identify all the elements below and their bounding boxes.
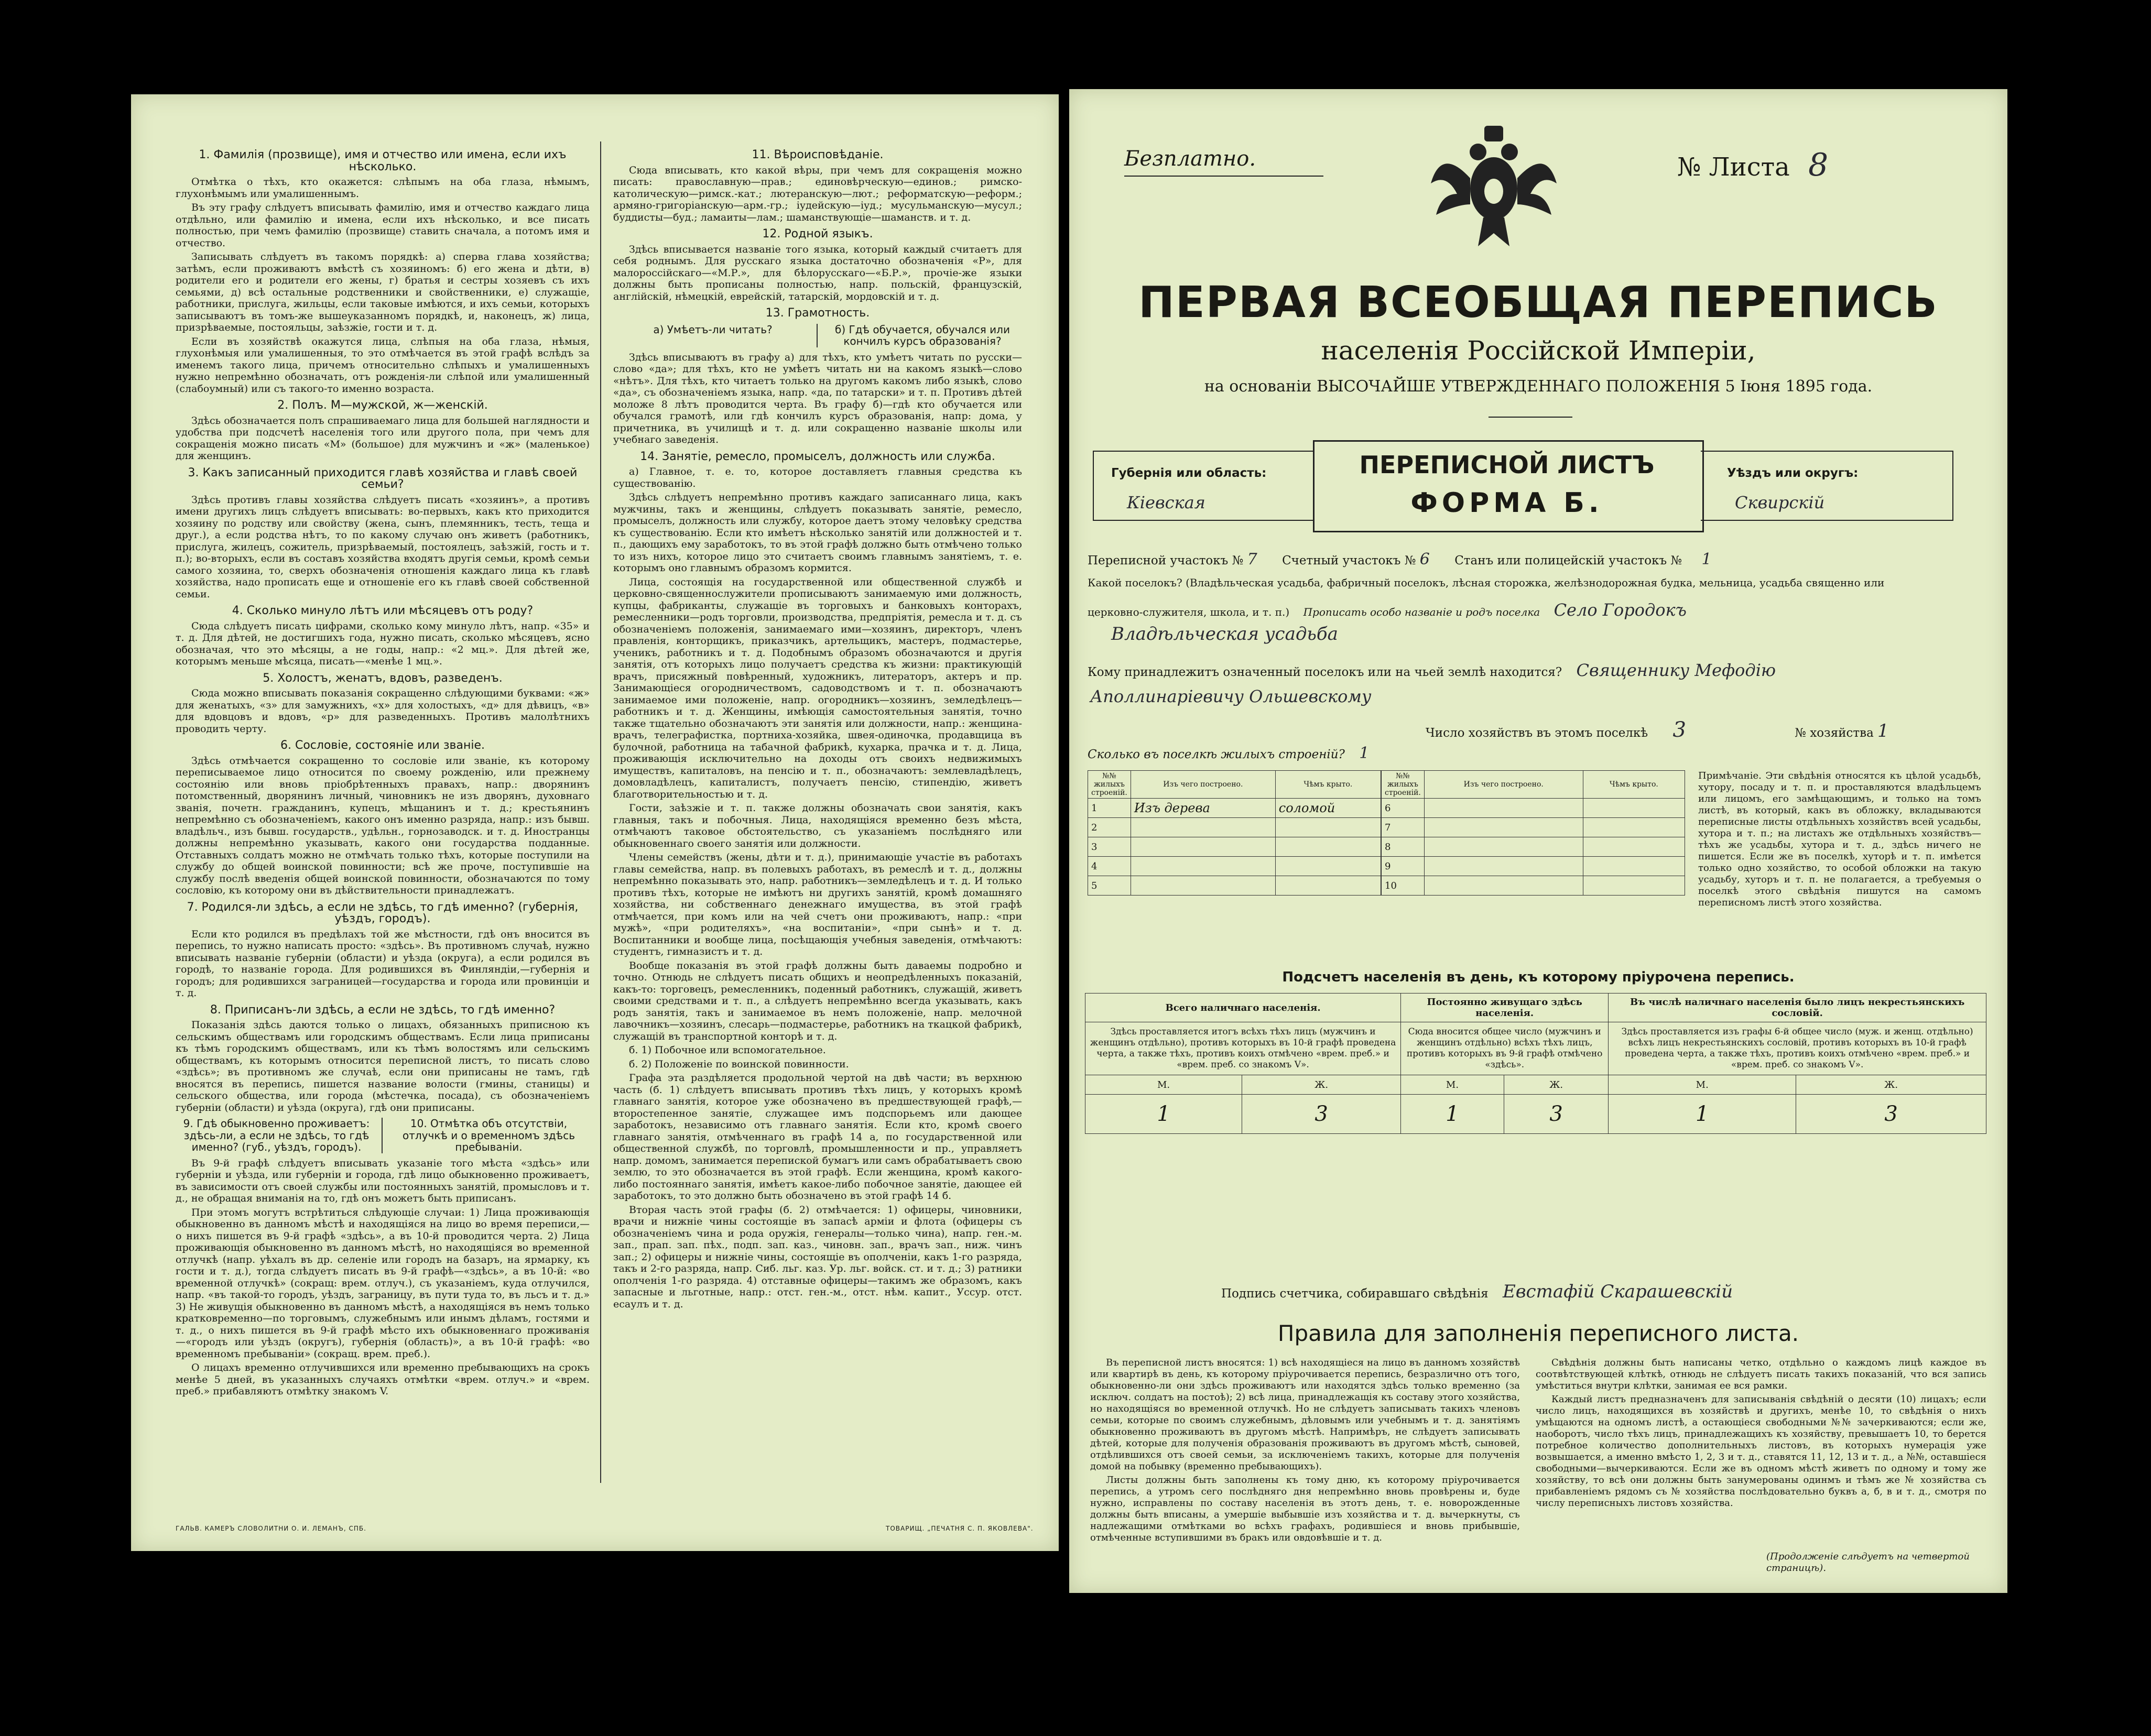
instruction-paragraph: Записывать слѣдуетъ въ такомъ порядкѣ: а) сперва глава хозяйства; затѣмъ, если проживаютъ вмѣстѣ съ хозяиномъ: б) его жена и дѣти, в) родители его и родители его жены, г) братья и сестры хозяевъ съ ихъ семьями, д) всѣ остальные родственники и свойственники, е) служащіе, работники, прислуга, жильцы, если таковые имѣются, и ихъ семьи, которыхъ записываютъ въ томъ-же вышеуказанномъ порядкѣ, и, наконецъ, ж) лица, призрѣваемые, постояльцы, заѣзжіе, гости и т. д. bbox=[176, 251, 590, 333]
instruction-heading: 4. Сколько минуло лѣтъ или мѣсяцевъ отъ роду? bbox=[232, 604, 534, 617]
signature-line: Подпись счетчика, собиравшаго свѣдѣнія Евстафій Скарашевскій bbox=[1221, 1281, 1733, 1302]
building-number: 6 bbox=[1382, 799, 1425, 818]
instruction-heading: 13. Грамотность. bbox=[765, 307, 870, 320]
building-material bbox=[1131, 818, 1275, 837]
instruction-paragraph: Здѣсь вписывается названіе того языка, который каждый считаетъ для себя роднымъ. Для русскаго языка достаточно обозначенія «Р», для малороссійскаго—«М.Р.», для бѣлорусскаго—«Б.Р.», прочіе-же языки должны быть прописаны полностью, напр. польскій, французскій, англійскій, нѣмецкій, еврейскій, татарскій, мордовскій и т. д. bbox=[613, 243, 1022, 302]
count-header-row bbox=[1085, 993, 1986, 1022]
instruction-paragraph: Гости, заѣзжіе и т. п. также должны обозначать свои занятія, какъ главныя, такъ и побочныя. Лица, находящіяся временно безъ мѣста, отмѣчаютъ таковое обстоятельство, съ указаніемъ послѣдняго или обыкновеннаго своего занятія или должности. bbox=[613, 802, 1022, 849]
male-count: 1 bbox=[1085, 1095, 1242, 1134]
owner-line: Кому принадлежитъ означенный поселокъ или на чьей землѣ находится? Священнику Мефодію bbox=[1088, 660, 1776, 680]
settlement-type-line: Какой поселокъ? (Владѣльческая усадьба, фабричный поселокъ, лѣсная сторожка, желѣзнодорожная будка, мельница, усадьба священно или bbox=[1088, 576, 1885, 589]
instruction-paragraph: Если въ хозяйствѣ окажутся лица, слѣпыя на оба глаза, нѣмыя, глухонѣмыя или умалишенныя, то это отмѣчается въ этой графѣ вслѣдъ за именемъ такого лица, причемъ относительно слѣпыхъ и умалишенныхъ нужно непремѣнно обозначать, отъ рожденія-ли слѣпой или умалишенный (слабоумный) или съ такого-то именно возраста. bbox=[176, 335, 590, 395]
count-header-cell: Постоянно живущаго здѣсь населенія. bbox=[1401, 993, 1609, 1022]
buildings-row bbox=[1382, 857, 1685, 876]
instruction-paragraph: Члены семействъ (жены, дѣти и т. д.), принимающіе участіе въ работахъ главы семейства, напр. въ полевыхъ работахъ, въ ремеслѣ и т. д., должны непремѣнно показывать это, напр. работникъ—земледѣлецъ и т. д. И только противъ тѣхъ, которые не имѣютъ ни другихъ занятій, кромѣ домашняго хозяйства, ни собственнаго денежнаго имущества, въ этой графѣ отмѣчается, при комъ или на чей счетъ они проживаютъ, напр.: «при мужѣ», «при родителяхъ», «на воспитаніи», «при сынѣ» и т. д. Воспитанники и вообще лица, посѣщающія учебныя заведенія, отмѣчаютъ: студентъ, гимназистъ и т. д. bbox=[613, 851, 1022, 957]
instruction-heading: 5. Холостъ, женатъ, вдовъ, разведенъ. bbox=[263, 671, 503, 685]
instruction-split-heading-a: а) Умѣетъ-ли читать? bbox=[613, 324, 818, 347]
instruction-paragraph: О лицахъ временно отлучившихся или временно пребывающихъ на срокъ менѣе 5 дней, въ указанныхъ случаяхъ отмѣтки «врем. отлуч.» и «врем. преб.» прибавляютъ отмѣтку знакомъ V. bbox=[176, 1362, 590, 1397]
form-title-2: ФОРМА Б. bbox=[1410, 487, 1603, 519]
instruction-paragraph: Если кто родился въ предѣлахъ той же мѣстности, гдѣ онъ вносится въ перепись, то нужно написать просто: «здѣсь». Въ противномъ случаѣ, нужно вписывать названіе губерніи (области) и уѣзда (округа), а если родился въ городѣ, то названіе города. Для родившихся въ Финляндіи,—губернія и городъ; для родившихся заграницей—государства и города или провинціи и т. д. bbox=[176, 928, 590, 999]
rule-paragraph: Листы должны быть заполнены къ тому дню, къ которому пріурочивается перепись, а утромъ сего послѣдняго дня непремѣнно вновь провѣрены и, буде нужно, исправлены по составу населенія въ этотъ день, т. е. новорожденные должны быть вписаны, а умершіе выбывшіе изъ хозяйства и т. д. вычеркнуты, съ надлежащими отмѣтками во всѣхъ графахъ, родившіеся и вновь прибывшіе, отмѣченные вступившими въ бракъ или овдовѣвшіе и т. д. bbox=[1090, 1475, 1520, 1543]
settlement-kind-value: Владѣльческая усадьба bbox=[1111, 624, 1338, 645]
instruction-paragraph: Сюда можно вписывать показанія сокращенно слѣдующими буквами: «ж» для женатыхъ, «з» для замужнихъ, «х» для холостыхъ, «д» для дѣвицъ, «в» для вдовцовъ и вдовъ, «р» для разведенныхъ. Противъ малолѣтнихъ проводить черту. bbox=[176, 687, 590, 735]
rule-paragraph: Каждый листъ предназначенъ для записыванія свѣдѣній о десяти (10) лицахъ; если число лицъ, находящихся въ хозяйствѣ и другихъ, менѣе 10, то свѣдѣнія о нихъ умѣщаются на одномъ листѣ, а остающіеся свободными №№ зачеркиваются; если же, наоборотъ, число тѣхъ лицъ, принадлежащихъ къ хозяйству, превышаетъ 10, то берется потребное количество дополнительныхъ листовъ, въ которыхъ нумерація уже возвышается, а именно вмѣсто 1, 2, 3 и т. д., ставятся 11, 12, 13 и т. д., а №№, оставшіеся свободными—вычеркиваются. Если же въ одномъ мѣстѣ живетъ по одному и тому же хозяйству, то всѣ они должны быть занумерованы одинмъ и тѣмъ же № хозяйства съ прибавленіемъ рядомъ съ № хозяйства послѣдовательно буквъ а, б, в и т. д., смотря по числу переписныхъ листовъ хозяйства. bbox=[1536, 1394, 1986, 1509]
building-roof bbox=[1583, 799, 1685, 818]
building-roof bbox=[1275, 857, 1381, 876]
count-desc-cell: Здѣсь проставляется изъ графы 6-й общее число (муж. и женщ. отдѣльно) всѣхъ лицъ некрестьянскихъ сословій, противъ которыхъ въ 10-й графѣ проведена черта, а также тѣхъ, противъ коихъ отмѣчено «врем. преб.» и «врем. преб. со знакомъ V». bbox=[1609, 1022, 1986, 1075]
settlement-name-line: церковно-служителя, школа, и т. п.) Прописать особо названіе и родъ поселка Село Городокъ bbox=[1088, 600, 1687, 620]
imperial-eagle-emblem bbox=[1426, 115, 1562, 252]
title-divider bbox=[1489, 417, 1572, 418]
instruction-paragraph: Показанія здѣсь даются только о лицахъ, обязанныхъ приписною къ сельскимъ обществамъ или городскимъ обществамъ. Если лица приписаны къ тѣмъ городскимъ обществамъ, или къ тѣмъ волостямъ или сельскимъ обществамъ, къ которымъ относится переписной листъ, то писать слово «здѣсь»; въ противномъ же случаѣ, если они приписаны не тамъ, гдѣ вносятся въ перепись, пишется название волости (гмины, станицы) и сельского общества, или города (мѣстечка, посада), съ обозначеніемъ губерніи (области) и уѣзда (округа), гдѣ они приписаны. bbox=[176, 1019, 590, 1113]
census-form-page bbox=[1069, 89, 2007, 1593]
female-count: 3 bbox=[1504, 1095, 1608, 1134]
male-label: М. bbox=[1609, 1075, 1796, 1095]
instructions-column-2 bbox=[613, 144, 1022, 1480]
uezd-label: Уѣздъ или округъ: bbox=[1727, 466, 1859, 480]
buildings-header-cell: Чѣмъ крыто. bbox=[1583, 771, 1685, 799]
building-number: 3 bbox=[1088, 837, 1131, 857]
instruction-heading: 3. Какъ записанный приходится главѣ хозяйства и главѣ своей семьи? bbox=[188, 466, 578, 491]
female-count: 3 bbox=[1796, 1095, 1986, 1134]
instruction-paragraph: Въ 9-й графѣ слѣдуетъ вписывать указаніе того мѣста «здѣсь» или губерніи и уѣзда, или губерніи и города, гдѣ лицо обыкновенно проживаетъ, въ зависимости отъ своей службы или постоянныхъ занятій, промысловъ и т. д., не обращая вниманія на то, гдѣ онъ можетъ быть приписанъ. bbox=[176, 1157, 590, 1204]
building-material bbox=[1131, 876, 1275, 896]
uchastok-line: Переписной участокъ № 7 Счетный участокъ № 6 Станъ или полицейскій участокъ № 1 bbox=[1088, 550, 1712, 569]
instruction-paragraph: Лица, состоящія на государственной или общественной службѣ и церковно-священнослужители прописываютъ занимаемую ими должность, купцы, фабриканты, служащіе въ торговыхъ и банковыхъ конторахъ, ремесленники—родъ торговли, производства, предпріятія, ремесла и т. д. съ обозначеніемъ положенія, занимаемаго ими—хозяинъ, директоръ, членъ правленія, конторщикъ, приказчикъ, артельщикъ, мастеръ, подмастерье, ученикъ, работникъ и т. д. Подобнымъ образомъ обозначаются и другія занятія, отъ которыхъ лицо получаетъ средства къ жизни: практикующій врачъ, присяжный повѣренный, художникъ, литераторъ, актеръ и пр. Занимающіеся огородничествомъ, садоводствомъ и т. п. обозначаютъ занимаемое ими положеніе, напр. огородникъ—хозяинъ, земледѣлецъ—работникъ и т. д. Женщины, имѣющія самостоятельныя занятія, точно также тщательно обозначаютъ эти занятія или должности, напр.: женщина-врачъ, телеграфистка, портниха-хозяйка, швея-одиночка, продавщица въ булочной, работница на табачной фабрикѣ, кухарка, прачка и т. д. Лица, проживающія исключительно на доходы отъ своихъ недвижимыхъ имуществъ, капиталовъ, на пенсію и т. п., обозначаютъ: землевладѣлецъ, домовладѣлецъ, капиталистъ, получаетъ пенсію, стипендію, живетъ благотворительностью и т. д. bbox=[613, 576, 1022, 800]
instruction-heading: 2. Полъ. М—мужской, ж—женскій. bbox=[277, 399, 488, 412]
building-roof: соломой bbox=[1275, 799, 1381, 818]
building-roof bbox=[1275, 876, 1381, 896]
printer-credit-right: ТОВАРИЩ. „ПЕЧАТНЯ С. П. ЯКОВЛЕВА". bbox=[886, 1525, 1034, 1532]
instruction-heading: 6. Сословіе, состояніе или званіе. bbox=[280, 739, 485, 752]
instruction-paragraph: а) Главное, т. е. то, которое доставляетъ главныя средства къ существованію. bbox=[613, 466, 1022, 489]
buildings-header-cell: №№ жилыхъ строеній. bbox=[1382, 771, 1425, 799]
building-number: 8 bbox=[1382, 837, 1425, 857]
owner-value-cont: Аполлинаріевичу Ольшевскому bbox=[1090, 686, 1372, 706]
building-roof bbox=[1583, 876, 1685, 896]
rule-paragraph: Свѣдѣнія должны быть написаны четко, отдѣльно о каждомъ лицѣ каждое въ соотвѣтствующей клѣткѣ, отнюдь не слѣдуетъ писать такихъ показаній, что вся запись умѣститься внутри клѣтки, занимая ее вся рамки. bbox=[1536, 1357, 1986, 1391]
buildings-row bbox=[1088, 799, 1381, 818]
instruction-split-heading-b: 10. Отмѣтка объ отсутствіи, отлучкѣ и о временномъ здѣсь пребываніи. bbox=[403, 1117, 575, 1153]
buildings-row bbox=[1088, 857, 1381, 876]
buildings-header-row bbox=[1382, 771, 1685, 799]
building-roof bbox=[1275, 818, 1381, 837]
instruction-paragraph: Въ эту графу слѣдуетъ вписывать фамилію, имя и отчество каждаго лица отдѣльно, или фамилію и имена, если ихъ нѣсколько, и все писать полностью, при чемъ фамилію (прозвище) ставить сначала, а потомъ имя и отчество. bbox=[176, 202, 590, 249]
instruction-paragraph: Здѣсь противъ главы хозяйства слѣдуетъ писать «хозяинъ», а противъ имени другихъ лицъ слѣдуетъ вписывать: во-первыхъ, какъ кто приходится хозяину по родству или свойству (жена, сынъ, племянникъ, тесть, теща и друг.), а если родства нѣтъ, то по какому случаю онъ живетъ (работникъ, прислуга, жилецъ, сожитель, призрѣваемый, постоялецъ, заѣзжій, гость и т. п.); во-вторыхъ, если въ составъ хозяйства входятъ другія семьи, кромѣ семьи самого хозяина, то, сверхъ обозначенія отношенія каждаго лица къ главѣ хозяйства, надо прописать еще и отношеніе его къ главѣ своей собственной семьи. bbox=[176, 494, 590, 600]
population-count-title: Подсчетъ населенія въ день, къ которому пріурочена перепись. bbox=[1282, 969, 1795, 985]
printer-credit-left: ГАЛЬВ. КАМЕРЪ СЛОВОЛИТНИ О. И. ЛЕМАНЪ, СПБ. bbox=[176, 1525, 366, 1532]
rules-title: Правила для заполненія переписного листа. bbox=[1277, 1320, 1799, 1346]
count-desc-cell: Сюда вносится общее число (мужчинъ и женщинъ отдѣльно) всѣхъ тѣхъ лицъ, противъ которыхъ въ 9-й графѣ отмѣчено «здѣсь». bbox=[1401, 1022, 1609, 1075]
gubernia-label: Губернія или область: bbox=[1111, 466, 1267, 480]
building-roof bbox=[1275, 837, 1381, 857]
count-header-cell: Всего наличнаго населенія. bbox=[1085, 993, 1401, 1022]
female-label: Ж. bbox=[1796, 1075, 1986, 1095]
census-title: ПЕРВАЯ ВСЕОБЩАЯ ПЕРЕПИСЬ bbox=[1138, 278, 1938, 327]
building-material bbox=[1131, 857, 1275, 876]
male-count: 1 bbox=[1609, 1095, 1796, 1134]
female-label: Ж. bbox=[1242, 1075, 1401, 1095]
buildings-header-cell: №№ жилыхъ строеній. bbox=[1088, 771, 1131, 799]
instruction-split-heading bbox=[613, 324, 1022, 347]
instruction-paragraph: Вообще показанія въ этой графѣ должны быть даваемы подробно и точно. Отнюдь не слѣдуетъ писать общихъ и неопредѣленныхъ показаній, какъ-то: торговецъ, ремесленникъ, поденный работникъ, служащій, живетъ своими средствами и т. п., а слѣдуетъ непремѣнно всегда указывать, какъ родъ занятія, такъ и занимаемое въ немъ положеніе, напр. мелочной лавочникъ—хозяинъ, слесарь—подмастерье, работникъ на ткацкой фабрикѣ, служащій въ транспортной конторѣ и т. д. bbox=[613, 959, 1022, 1042]
building-number: 5 bbox=[1088, 876, 1131, 896]
rule-paragraph: Въ переписной листъ вносятся: 1) всѣ находящiеся на лицо въ данномъ хозяйствѣ или квартирѣ въ день, къ которому пріурочивается перепись, безразлично отъ того, обыкновенно-ли они здѣсь проживаютъ или находятся здѣсь только временно (за исключ. солдатъ на постоѣ); 2) всѣ лица, принадлежащія къ составу этого хозяйства, но находящіяся во временной отлучкѣ. Но не слѣдуетъ записывать такихъ членовъ семьи, которые по своимъ служебнымъ, дѣловымъ или учебнымъ и т. д. занятіямъ обыкновенно проживаютъ въ другомъ мѣстѣ. Напримѣръ, не слѣдуетъ записывать дѣтей, которые для полученія образованія проживаютъ въ другомъ мѣстѣ, сыновей, отдѣлившихся отъ своей семьи, за исключеніемъ такихъ, которые для полученія домой на побывку (временно пребывающихъ). bbox=[1090, 1357, 1520, 1472]
male-label: М. bbox=[1085, 1075, 1242, 1095]
building-material: Изъ дерева bbox=[1131, 799, 1275, 818]
instruction-heading: 14. Занятіе, ремесло, промыселъ, должность или служба. bbox=[640, 450, 995, 463]
instruction-paragraph: Сюда вписывать, кто какой вѣры, при чемъ для сокращенія можно писать: православную—прав.; единовѣрческую—единов.; римско-католическую—римск.-кат.; лютеранскую—лют.; реформатскую—реформ.; армяно-григоріанскую—арм.-гр.; іудейскую—іуд.; мусульманскую—мусул.; буддисты—буд.; ламаиты—лам.; шаманствующіе—шаманств. и т. д. bbox=[613, 164, 1022, 223]
building-number: 2 bbox=[1088, 818, 1131, 837]
free-label: Безплатно. bbox=[1124, 147, 1256, 171]
building-material bbox=[1424, 876, 1583, 896]
buildings-header-cell: Изъ чего построено. bbox=[1131, 771, 1275, 799]
buildings-row bbox=[1382, 876, 1685, 896]
form-title-1: ПЕРЕПИСНОЙ ЛИСТЪ bbox=[1359, 451, 1655, 479]
male-label: М. bbox=[1401, 1075, 1504, 1095]
rules-column-left bbox=[1090, 1357, 1520, 1567]
buildings-row bbox=[1088, 876, 1381, 896]
buildings-header-cell: Изъ чего построено. bbox=[1424, 771, 1583, 799]
census-basis: на основаніи ВЫСОЧАЙШЕ УТВЕРЖДЕННАГО ПОЛОЖЕНІЯ 5 Іюня 1895 года. bbox=[1204, 377, 1873, 396]
female-count: 3 bbox=[1242, 1095, 1401, 1134]
buildings-row bbox=[1382, 799, 1685, 818]
census-subtitle: населенія Россійской Имперіи, bbox=[1321, 335, 1756, 366]
count-desc-cell: Здѣсь проставляется итогъ всѣхъ тѣхъ лицъ (мужчинъ и женщинъ отдѣльно), противъ которыхъ въ 10-й графѣ проведена черта, а также тѣхъ, противъ коихъ отмѣчено «врем. преб.» и «врем. преб. со знакомъ V». bbox=[1085, 1022, 1401, 1075]
building-number: 7 bbox=[1382, 818, 1425, 837]
buildings-row bbox=[1088, 818, 1381, 837]
instruction-paragraph: б. 1) Побочное или вспомогательное. bbox=[629, 1044, 826, 1056]
instruction-heading: 12. Родной языкъ. bbox=[762, 227, 873, 241]
count-mf-row bbox=[1085, 1075, 1986, 1095]
sheet-number-value: 8 bbox=[1808, 147, 1829, 183]
instruction-paragraph: Здѣсь отмѣчается сокращенно то сословіе или званіе, къ которому переписываемое лицо относится по своему рожденію, или прежнему состоянію или вновь пріобрѣтенныхъ правахъ, напр.: дворянинъ потомственный, дворянинъ личный, чиновникъ не изъ дворянъ, духовнаго званія, почетн. гражданинъ, купецъ, мѣщанинъ и т. д.; крестьянинъ непремѣнно съ обозначеніемъ, какого онъ именно разряда, напр.: изъ бывш. владѣльч., изъ бывш. государств., удѣльн., горнозаводск. и т. д. Иностранцы должны непремѣнно указывать, какого они государства подданные. Отставныхъ солдатъ можно не отмѣчать только тѣхъ, которые поступили на службу до общей воинской повинности; всѣ же проче, поступившіе на службу послѣ введенія общей воинской повинности, обозначаются по тому сословію, къ которому они въ дѣйствительности принадлежатъ. bbox=[176, 755, 590, 896]
instruction-heading: 8. Приписанъ-ли здѣсь, а если не здѣсь, то гдѣ именно? bbox=[210, 1003, 556, 1017]
building-material bbox=[1131, 837, 1275, 857]
instruction-paragraph: б. 2) Положеніе по воинской повинности. bbox=[629, 1058, 849, 1070]
households-line: Число хозяйствъ въ этомъ поселкѣ 3 № хозяйства 1 bbox=[1426, 718, 1889, 742]
count-values-row bbox=[1085, 1095, 1986, 1134]
buildings-note: Примѣчаніе. Эти свѣдѣнія относятся къ цѣлой усадьбѣ, хутору, посаду и т. п. и проставляются владѣльцемъ или лицомъ, его замѣщающимъ, и только на томъ листѣ, въ который, какъ въ обложку, вкладываются переписные листы отдѣльныхъ хозяйствъ всей усадьбы, хутора и т. п.; на листахъ же отдѣльныхъ хозяйствъ—тѣхъ же усадьбы, хутора и т. д., здѣсь ничего не пишется. Если же въ поселкѣ, хуторѣ и т. п. имѣется только одно хозяйство, то особой обложки на такую усадьбу, хуторъ и т. п. не полагается, а требуемыя о поселкѣ этого свѣдѣнія пишутся на самомъ переписномъ листѣ этого хозяйства. bbox=[1698, 770, 1981, 908]
free-underline bbox=[1124, 176, 1323, 177]
building-number: 1 bbox=[1088, 799, 1131, 818]
count-desc-row bbox=[1085, 1022, 1986, 1075]
male-count: 1 bbox=[1401, 1095, 1504, 1134]
instruction-paragraph: Вторая часть этой графы (б. 2) отмѣчается: 1) офицеры, чиновники, врачи и нижніе чины состоящіе въ запасѣ армiи и флота (офицеры съ обозначеніемъ чина и рода оружія, генералы—только чина), напр. ген.-м. зап., прап. зап. пѣх., подп. зап. каз., чиновн. зап., врачъ зап., ниж. чинъ зап.; 2) офицеры и нижніе чины, состоящіе въ ополченіи, какъ 1-го разряда, такъ и 2-го разряда, напр. Сиб. льг. каз. Ур. льг. войск. ст. и т. д.; 3) ратники ополченія 1-го разряда. 4) отставные офицеры—такимъ же образомъ, какъ запасные и льготные, напр.: отст. ген.-м., отст. нѣм. капит., Уссур. отст. есаулъ и т. д. bbox=[613, 1204, 1022, 1310]
buildings-table-left bbox=[1088, 770, 1381, 896]
left-instruction-page bbox=[131, 94, 1059, 1551]
instruction-split-heading-b: б) Гдѣ обучается, обучался или кончилъ курсъ образованія? bbox=[835, 323, 1010, 347]
building-material bbox=[1424, 799, 1583, 818]
instructions-column-1 bbox=[176, 144, 590, 1491]
building-number: 9 bbox=[1382, 857, 1425, 876]
building-material bbox=[1424, 818, 1583, 837]
buildings-count-line: Сколько въ поселкѣ жилыхъ строеній? 1 bbox=[1088, 744, 1370, 762]
uezd-value: Сквирскій bbox=[1735, 493, 1825, 512]
instruction-paragraph: Здѣсь вписываютъ въ графу а) для тѣхъ, кто умѣетъ читать по русски—слово «да»; для тѣхъ, кто не умѣетъ читать ни на какомъ языкѣ—слово «нѣтъ». Для тѣхъ, кто читаетъ только на другомъ какомъ либо языкѣ, слово «да», съ обозначеніемъ языка, напр. «да, по татарски» и т. п. Противъ дѣтей моложе 8 лѣтъ проводится черта. Въ графу б)—гдѣ кто обучается или обучался грамотѣ, или гдѣ кончилъ курсъ образованія, напр: дома, у причетника, въ училищѣ и т. д. или сокращенно названіе школы или учебнаго заведенія. bbox=[613, 351, 1022, 445]
instruction-heading: 1. Фамилія (прозвище), имя и отчество или имена, если ихъ нѣсколько. bbox=[199, 148, 567, 173]
instruction-paragraph: Графа эта раздѣляется продольной чертой на двѣ части; въ верхнюю часть (б. 1) слѣдуетъ вписывать противъ тѣхъ лицъ, у которыхъ кромѣ главнаго занятія, которое уже обозначено въ предшествующей графѣ,—второстепенное занятіе, служащее имъ подспорьемъ или дающее заработокъ, независимо отъ главнаго занятія. Если кто, кромѣ своего главнаго занятія, отмѣченнаго въ графѣ 14 а, по государственной или общественной службѣ, по торговлѣ, промышленности и пр., управляетъ напр. домомъ, занимается перепиской бумагъ или самъ обрабатываетъ свою землю, то это обозначается въ этой графѣ. Если женщина, кромѣ какого-либо постояннаго занятія, имѣетъ какое-либо побочное занятіе, дающее ей заработокъ, то это должно быть обозначено въ этой графѣ 14 б. bbox=[613, 1072, 1022, 1202]
buildings-row bbox=[1088, 837, 1381, 857]
gubernia-value: Кіевская bbox=[1127, 493, 1205, 512]
instruction-paragraph: При этомъ могутъ встрѣтиться слѣдующіе случаи: 1) Лица проживающія обыкновенно въ данномъ мѣстѣ и находящіяся на лицо во время переписи,—о нихъ пишется въ 9-й графѣ «здѣсь», а въ 10-й проводится черта. 2) Лица проживающія обыкновенно въ данномъ мѣстѣ, но находящіяся во временной отлучкѣ (напр. уѣхалъ въ др. селеніе или городъ на базаръ, на ярмарку, къ гости и т. д.), тогда слѣдуетъ писать въ 9-й графѣ—«здѣсь», а въ 10-й: «во временной отлучкѣ» (сокращ: врем. отлуч.), съ указаніемъ, куда отлучился, напр. «въ такой-то городъ, уѣздъ, заграницу, въ пути туда то, въ льсъ и т. д.» 3) Не живущія обыкновенно въ данномъ мѣстѣ, а находящіяся въ немъ только кратковременно—по торговымъ, служебнымъ или инымъ дѣламъ, гостями и т. д., о нихъ пишется въ 9-й графѣ мѣсто ихъ обыкновеннаго проживанія—«городъ или уѣздъ (округъ), губернія (область)», а въ 10-й графѣ: «во временномъ пребываніи» (сокращ. врем. преб.). bbox=[176, 1206, 590, 1360]
population-count-table bbox=[1085, 993, 1986, 1134]
building-number: 4 bbox=[1088, 857, 1131, 876]
instruction-heading: 11. Вѣроисповѣданіе. bbox=[752, 148, 884, 161]
instruction-split-heading bbox=[176, 1118, 590, 1153]
buildings-header-row bbox=[1088, 771, 1381, 799]
instruction-paragraph: Здѣсь обозначается полъ спрашиваемаго лица для большей наглядности и удобства при подсчетѣ населенія того или другого пола, при чемъ для сокращенія можно писать «М» (большое) для мужчинъ и «ж» (маленькое) для женщинъ. bbox=[176, 414, 590, 462]
building-material bbox=[1424, 837, 1583, 857]
buildings-row bbox=[1382, 818, 1685, 837]
instruction-heading: 7. Родился-ли здѣсь, а если не здѣсь, то гдѣ именно? (губернія, уѣздъ, городъ). bbox=[187, 900, 579, 925]
building-roof bbox=[1583, 818, 1685, 837]
instruction-paragraph: Отмѣтка о тѣхъ, кто окажется: слѣпымъ на оба глаза, нѣмымъ, глухонѣмымъ или умалишеннымъ. bbox=[176, 176, 590, 200]
sheet-number-label: № Листа 8 bbox=[1677, 147, 1829, 183]
buildings-header-cell: Чѣмъ крыто. bbox=[1275, 771, 1381, 799]
building-material bbox=[1424, 857, 1583, 876]
instruction-paragraph: Сюда слѣдуетъ писать цифрами, сколько кому минуло лѣтъ, напр. «35» и т. д. Для дѣтей, не достигшихъ года, нужно писать, сколько мѣсяцевъ, ясно обозначая, что это мѣсяцы, а не годы, напр.: «2 мц.». Для дѣтей же, которымъ меньше мѣсяца, писать—«менѣе 1 мц.». bbox=[176, 620, 590, 667]
instruction-split-heading-a: 9. Гдѣ обыкновенно проживаетъ: здѣсь-ли, а если не здѣсь, то гдѣ именно? (губ., уѣздъ, городъ). bbox=[176, 1118, 383, 1153]
continuation-note: (Продолженіе слѣдуетъ на четвертой страницѣ). bbox=[1766, 1551, 1970, 1574]
buildings-row bbox=[1382, 837, 1685, 857]
rules-column-right bbox=[1536, 1357, 1986, 1546]
buildings-table-right bbox=[1381, 770, 1685, 896]
building-number: 10 bbox=[1382, 876, 1425, 896]
count-header-cell: Въ числѣ наличнаго населенія было лицъ некрестьянскихъ сословій. bbox=[1609, 993, 1986, 1022]
column-divider bbox=[600, 141, 601, 1483]
building-roof bbox=[1583, 837, 1685, 857]
female-label: Ж. bbox=[1504, 1075, 1608, 1095]
building-roof bbox=[1583, 857, 1685, 876]
instruction-paragraph: Здѣсь слѣдуетъ непремѣнно противъ каждаго записаннаго лица, какъ мужчины, такъ и женщины, слѣдуетъ показывать занятіе, ремесло, промыселъ, должность или службу, которое даетъ этому человѣку средства къ существованію. Если кто имѣетъ нѣсколько занятій или должностей и т. п., дающихъ ему заработокъ, то въ этой графѣ должно быть отмѣчено только то изъ нихъ, которое лицо это считаетъ своимъ главнымъ занятіемъ, т. е. которымъ оно главнымъ образомъ кормится. bbox=[613, 492, 1022, 574]
